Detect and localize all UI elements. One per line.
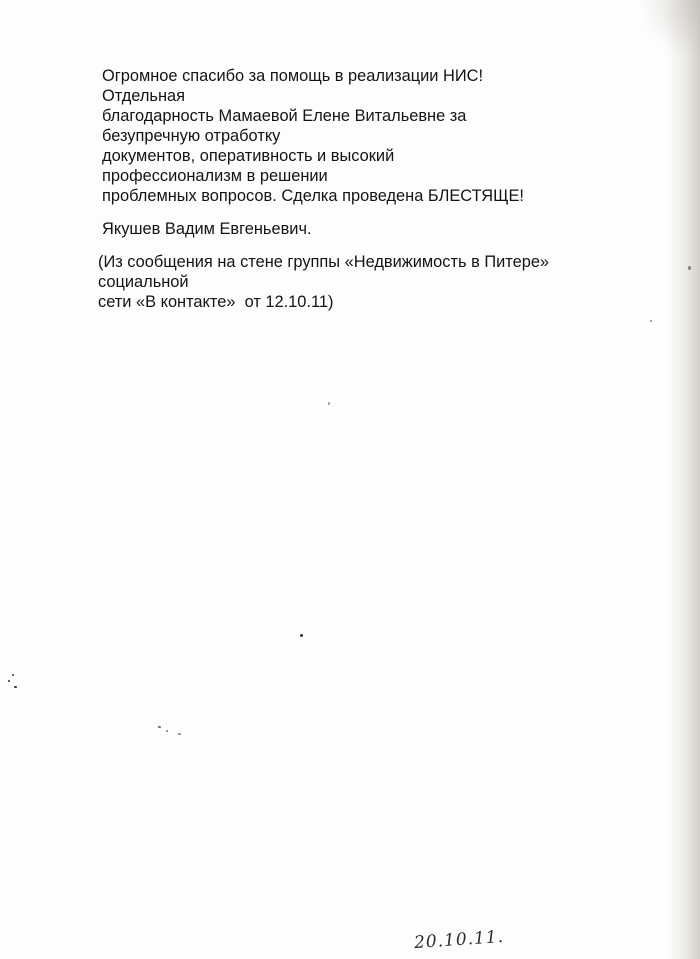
scan-speck [14,686,17,688]
scan-speck [12,674,14,676]
scan-speck [166,730,168,732]
handwritten-date: 20.10.11. [413,926,505,954]
scan-speck [650,320,652,322]
scan-speck [300,634,303,637]
source-line: сети «В контакте» от 12.10.11) [98,293,334,311]
paragraph-line: проблемных вопросов. Сделка проведена БЛЕСТЯЩЕ! [102,187,524,205]
paragraph-line: благодарность Мамаевой Елене Витальевне за безупречную отработку [102,107,467,145]
letter-body [98,66,662,312]
paragraph-line: документов, оперативность и высокий профессионализм в решении [102,147,395,185]
scan-speck [688,266,691,270]
scan-speck [178,733,181,735]
scan-speck [158,726,161,728]
scan-speck [8,680,10,682]
thank-you-paragraph [102,66,532,206]
source-note [98,252,638,312]
source-line: (Из сообщения на стене группы «Недвижимость в Питере» социальной [98,253,550,291]
scan-corner-shadow [640,0,700,60]
scan-edge-shadow [666,0,700,959]
paragraph-line: Огромное спасибо за помощь в реализации НИС! Отдельная [102,67,484,105]
signature: Якушев Вадим Евгеньевич. [102,220,312,238]
scan-speck [328,402,330,405]
